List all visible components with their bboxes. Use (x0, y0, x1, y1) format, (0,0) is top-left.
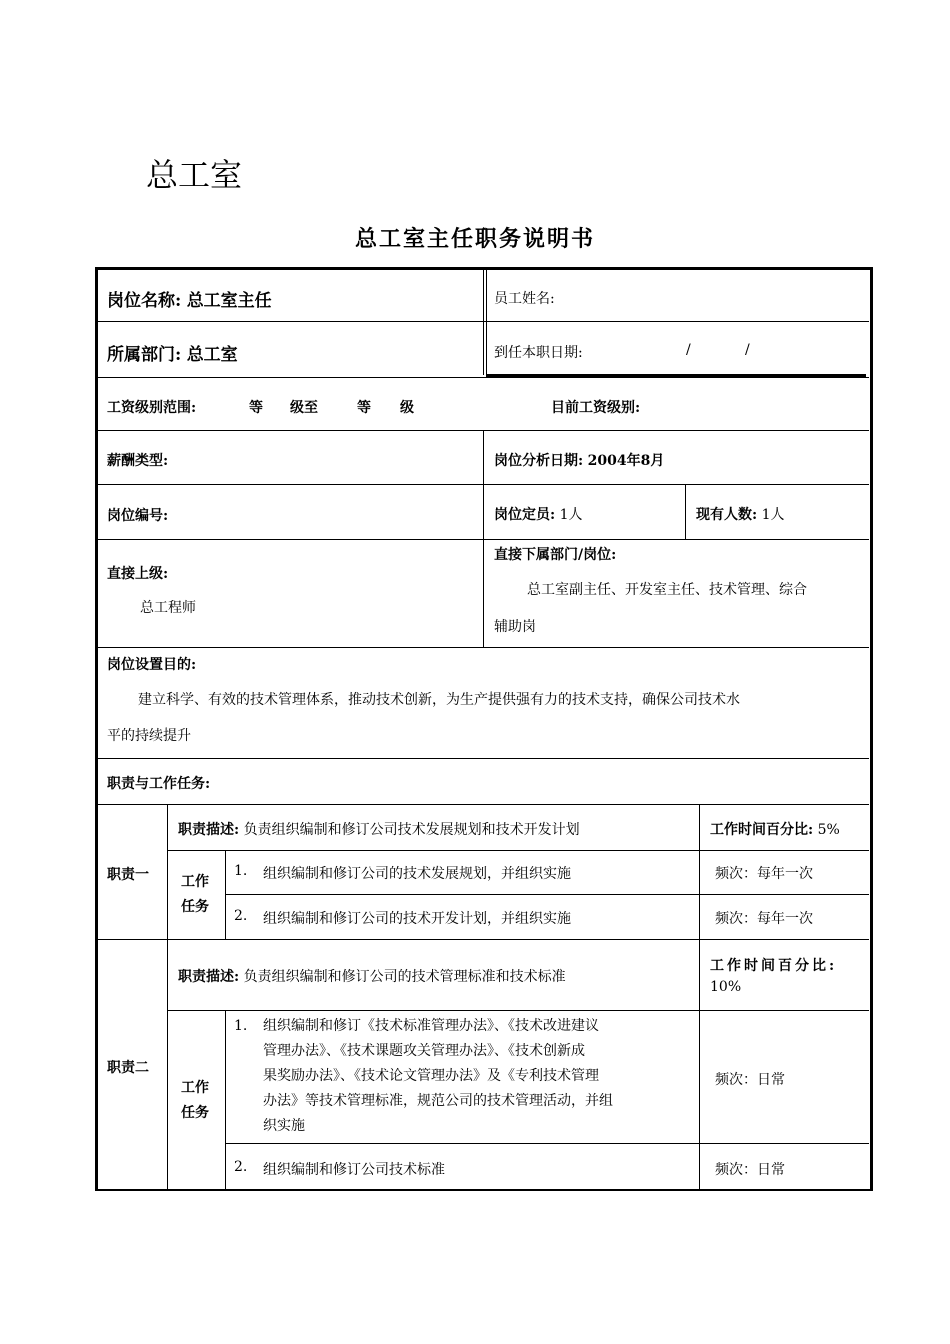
current-count-field (696, 504, 785, 524)
start-date-label: 到任本职日期: (494, 345, 583, 361)
duty-two-task2-text: 组织编制和修订公司技术标准 (263, 1162, 445, 1178)
duty-one-task2-num: 2. (234, 908, 248, 924)
divider (97, 484, 869, 485)
duty-one-task2-freq: 频次：每年一次 (715, 911, 813, 927)
divider (685, 485, 686, 539)
divider (168, 850, 869, 851)
duty-one-tasks-label (181, 870, 209, 920)
salary-range-grade-to: 级至 (290, 400, 318, 416)
supervisor-value: 总工程师 (140, 600, 196, 616)
pay-type-label: 薪酬类型: (107, 453, 169, 469)
subordinates-label: 直接下属部门/岗位: (494, 547, 617, 563)
document-title: 总工室主任职务说明书 (354, 226, 595, 252)
salary-range-label: 工资级别范围: (107, 400, 197, 416)
quota-field (494, 504, 583, 524)
divider (97, 758, 869, 759)
salary-range-grade2: 等 (357, 400, 371, 416)
divider (97, 539, 869, 540)
table-left-border (95, 267, 98, 1191)
salary-range-grade1: 等 (249, 400, 263, 416)
tasks-label-line1: 工作 (181, 874, 209, 890)
duty-one-task1-text: 组织编制和修订公司的技术发展规划，并组织实施 (263, 866, 571, 882)
position-no-label: 岗位编号: (107, 508, 169, 524)
purpose-line2: 平的持续提升 (107, 728, 191, 744)
current-count-label: 现有人数: (696, 507, 758, 523)
duty-two-task2-num: 2. (234, 1159, 248, 1175)
duty-two-task1-freq: 频次：日常 (715, 1072, 785, 1088)
duty-one-desc-text: 负责组织编制和修订公司技术发展规划和技术开发计划 (243, 822, 580, 838)
table-right-border (870, 267, 873, 1191)
divider (226, 894, 869, 895)
duty-two-description (178, 966, 566, 986)
subordinates-line1: 总工室副主任、开发室主任、技术管理、综合 (527, 582, 807, 598)
divider (167, 805, 168, 1189)
analysis-date-field (494, 450, 664, 470)
duty-one-task2-text: 组织编制和修订公司的技术开发计划，并组织实施 (263, 911, 571, 927)
duty-two-desc-label: 职责描述: (178, 969, 240, 985)
table-bottom-border (96, 1189, 873, 1191)
divider (168, 1010, 869, 1011)
department-heading: 总工室 (146, 156, 243, 194)
divider (97, 377, 869, 378)
duty-one-description (178, 819, 580, 839)
duty-one-time (710, 819, 840, 839)
tasks-label-line2: 任务 (181, 899, 209, 915)
duty-two-name: 职责二 (107, 1060, 149, 1076)
purpose-line1: 建立科学、有效的技术管理体系，推动技术创新，为生产提供强有力的技术支持，确保公司技术水 (138, 692, 740, 708)
duty-one-task1-num: 1. (234, 863, 248, 879)
start-date-sep1: / (686, 342, 691, 358)
tasks-label-line1: 工作 (181, 1080, 209, 1096)
department-value: 总工室 (186, 345, 238, 365)
duties-label: 职责与工作任务: (107, 776, 211, 792)
divider (97, 804, 869, 805)
duty-two-task2-freq: 频次：日常 (715, 1162, 785, 1178)
duty-two-time-value: 10% (710, 979, 742, 995)
duty-two-time-label: 工作时间百分比: (710, 958, 838, 974)
duty-one-desc-label: 职责描述: (178, 822, 240, 838)
duty-two-desc-text: 负责组织编制和修订公司的技术管理标准和技术标准 (243, 969, 566, 985)
table-top-border (96, 267, 873, 270)
duty-one-task1-freq: 频次：每年一次 (715, 866, 813, 882)
department-field (107, 340, 238, 365)
task-line: 果奖励办法》、《技术论文管理办法》及《专利技术管理 (263, 1068, 599, 1084)
divider (97, 321, 869, 322)
task-line: 组织编制和修订《技术标准管理办法》、《技术改进建议 (263, 1018, 599, 1034)
tasks-label-line2: 任务 (181, 1105, 209, 1121)
current-grade-label: 目前工资级别: (551, 400, 641, 416)
analysis-date-label: 岗位分析日期: (494, 453, 584, 469)
duty-one-time-label: 工作时间百分比: (710, 822, 814, 838)
divider (97, 939, 869, 940)
task-line: 办法》等技术管理标准，规范公司的技术管理活动，并组 (263, 1093, 613, 1109)
task-line: 管理办法》、《技术课题攻关管理办法》、《技术创新成 (263, 1043, 585, 1059)
start-date-sep2: / (745, 342, 750, 358)
divider (225, 851, 226, 939)
duty-one-name: 职责一 (107, 867, 149, 883)
salary-range-grade-end: 级 (400, 400, 414, 416)
department-label: 所属部门: (107, 345, 182, 365)
supervisor-label: 直接上级: (107, 566, 169, 582)
position-name-value: 总工室主任 (186, 291, 272, 311)
duty-two-task1-num: 1. (234, 1018, 248, 1034)
quota-label: 岗位定员: (494, 507, 556, 523)
divider (225, 1011, 226, 1189)
duty-one-time-value: 5% (817, 822, 840, 838)
current-count-value: 1人 (761, 507, 785, 523)
divider (97, 647, 869, 648)
divider (699, 805, 700, 1189)
divider (226, 1143, 869, 1144)
task-line: 织实施 (263, 1118, 305, 1134)
quota-value: 1人 (559, 507, 583, 523)
position-name-label: 岗位名称: (107, 291, 182, 311)
position-name-field (107, 286, 272, 311)
duty-two-tasks-label (181, 1076, 209, 1126)
purpose-label: 岗位设置目的: (107, 657, 197, 673)
analysis-date-value: 2004年8月 (587, 453, 665, 469)
subordinates-line2: 辅助岗 (494, 619, 536, 635)
duty-two-task1-text (263, 1014, 613, 1139)
employee-name-label: 员工姓名: (494, 291, 555, 307)
